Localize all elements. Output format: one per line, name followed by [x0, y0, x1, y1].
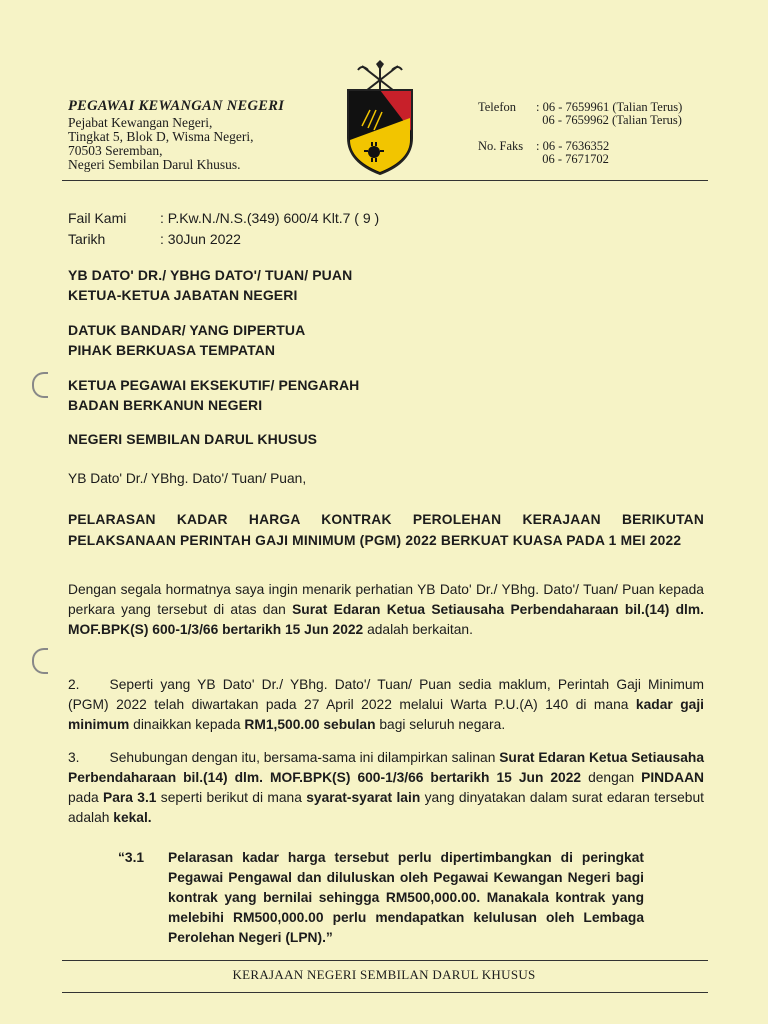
header-divider: [62, 180, 708, 181]
recipient-line: YB DATO' DR./ YBHG DATO'/ TUAN/ PUAN: [68, 267, 353, 283]
address-line: 70503 Seremban,: [68, 143, 163, 158]
recipient-group: [68, 429, 317, 449]
emphasis: kekal.: [113, 810, 152, 825]
recipient-group: [68, 320, 305, 360]
faks-number: 06 - 7671702: [542, 151, 609, 166]
recipient-group: [68, 375, 359, 415]
clause-number: “3.1: [118, 850, 145, 865]
telefon-label: Telefon: [478, 100, 516, 114]
fail-value: : P.Kw.N./N.S.(349) 600/4 Klt.7 ( 9 ): [160, 210, 380, 226]
paragraph-number: 3.: [68, 750, 80, 765]
fail-label: Fail Kami: [68, 210, 127, 226]
recipient-line: BADAN BERKANUN NEGERI: [68, 397, 263, 413]
recipient-line: PIHAK BERKUASA TEMPATAN: [68, 342, 276, 358]
paragraph-3: 3. Sehubungan dengan itu, bersama-sama ini dilampirkan salinan Surat Edaran Ketua Setiausaha Perbendaharaan bil.(14) dlm. MOF.BPK(S) 600-1/3/66 bertarikh 15 Jun 2022 dengan PINDAAN pada Para 3.1 seperti berikut di mana syarat-syarat lain yang dinyatakan dalam surat edaran tersebut adalah kekal.: [68, 750, 704, 825]
emphasis: PINDAAN: [641, 770, 704, 785]
recipient-group: [68, 265, 352, 305]
emphasis: Surat Edaran Ketua Setiausaha Perbendaharaan bil.(14) dlm. MOF.BPK(S) 600-1/3/66 bertarikh 15 Jun 2022: [68, 602, 704, 637]
telefon-number: 06 - 7659962 (Talian Terus): [542, 112, 682, 127]
recipient-line: KETUA PEGAWAI EKSEKUTIF/ PENGARAH: [68, 377, 360, 393]
amendment-quote: [118, 848, 644, 948]
paragraph-2: 2. Seperti yang YB Dato' Dr./ YBhg. Dato'/ Tuan/ Puan sedia maklum, Perintah Gaji Minimum (PGM) 2022 telah diwartakan pada 27 April 2022 melalui Warta P.U.(A) 140 di mana kadar gaji minimum dinaikkan kepada RM1,500.00 sebulan bagi seluruh negara.: [68, 677, 704, 732]
telefon-number: 06 - 7659961 (Talian Terus): [542, 100, 683, 114]
address-line: Negeri Sembilan Darul Khusus.: [68, 157, 241, 172]
emphasis: kadar gaji minimum: [68, 697, 704, 732]
footer-divider: [62, 992, 708, 993]
paragraph-1: Dengan segala hormatnya saya ingin menarik perhatian YB Dato' Dr./ YBhg. Dato'/ Tuan/ Puan kepada perkara yang tersebut di atas dan Surat Edaran Ketua Setiausaha Perbendaharaan bil.(14) dlm. MOF.BPK(S) 600-1/3/66 bertarikh 15 Jun 2022 adalah berkaitan.: [68, 582, 704, 637]
punch-hole: [32, 372, 48, 398]
sender-organization: PEGAWAI KEWANGAN NEGERI: [68, 98, 285, 114]
emphasis: Surat Edaran Ketua Setiausaha Perbendaharaan bil.(14) dlm. MOF.BPK(S) 600-1/3/66 bertarikh 15 Jun 2022: [68, 750, 704, 785]
paragraph-number: 2.: [68, 677, 80, 692]
recipient-line: KETUA-KETUA JABATAN NEGERI: [68, 287, 298, 303]
footer-divider: [62, 960, 708, 961]
emphasis: RM1,500.00 sebulan: [244, 717, 376, 732]
address-line: Pejabat Kewangan Negeri,: [68, 115, 213, 130]
clause-text: Pelarasan kadar harga tersebut perlu dipertimbangkan di peringkat Pegawai Pengawal dan diluluskan oleh Pegawai Kewangan Negeri bagi kontrak yang bernilai sehingga RM500,000.00. Manakala kontrak yang melebihi RM500,000.00 perlu mendapatkan kelulusan oleh Lembaga Perolehan Negeri (LPN).”: [168, 850, 644, 945]
recipient-line: NEGERI SEMBILAN DARUL KHUSUS: [68, 431, 318, 447]
salutation: YB Dato' Dr./ YBhg. Dato'/ Tuan/ Puan,: [68, 471, 307, 486]
tarikh-label: Tarikh: [68, 231, 106, 247]
letter-subject: PELARASAN KADAR HARGA KONTRAK PEROLEHAN KERAJAAN BERIKUTAN PELAKSANAAN PERINTAH GAJI MINIMUM (PGM) 2022 BERKUAT KUASA PADA 1 MEI 2022: [68, 512, 704, 548]
faks-label: No. Faks: [478, 139, 524, 153]
punch-hole: [32, 648, 48, 674]
recipient-line: DATUK BANDAR/ YANG DIPERTUA: [68, 322, 306, 338]
faks-number: 06 - 7636352: [542, 139, 610, 153]
emphasis: Para 3.1: [103, 790, 157, 805]
reference-block: [68, 208, 379, 250]
emphasis: syarat-syarat lain: [306, 790, 421, 805]
tarikh-value: : 30Jun 2022: [160, 231, 241, 247]
state-crest-emblem: [340, 60, 420, 178]
address-line: Tingkat 5, Blok D, Wisma Negeri,: [68, 129, 254, 144]
sender-address: [68, 116, 253, 172]
contact-block: Telefon : 06 - 7659961 (Talian Terus) 06 - 7659962 (Talian Terus) No. Faks : 06 - 7636352 06 - 7671702: [478, 100, 683, 166]
footer-text: KERAJAAN NEGERI SEMBILAN DARUL KHUSUS: [232, 967, 536, 982]
